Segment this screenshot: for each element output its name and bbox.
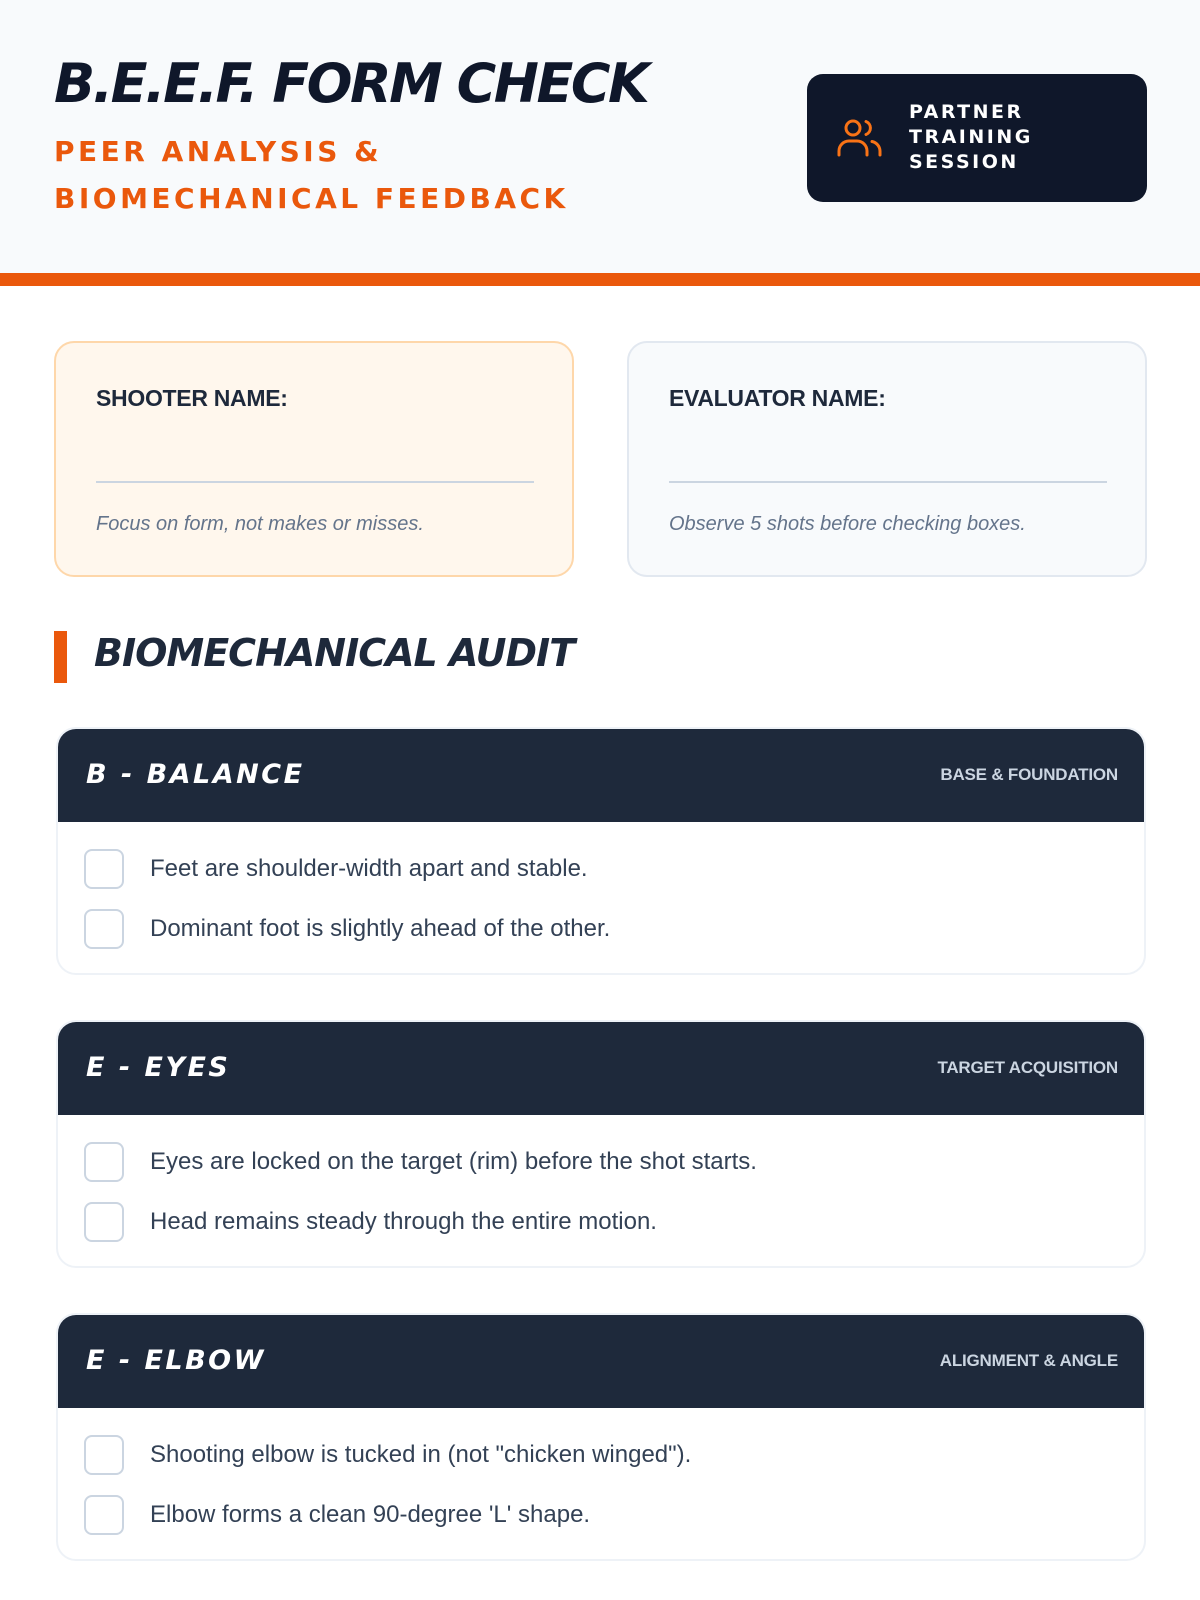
evaluator-name-label: EVALUATOR NAME:: [669, 385, 886, 411]
checkbox[interactable]: [84, 909, 124, 949]
page-title: B.E.E.F. FORM CHECK: [54, 52, 648, 115]
page-subtitle: PEER ANALYSIS & BIOMECHANICAL FEEDBACK: [54, 135, 569, 215]
header: [0, 0, 1200, 273]
elbow-panel: [56, 1313, 1146, 1561]
users-icon: [835, 114, 885, 164]
panel-tag: BASE & FOUNDATION: [940, 765, 1118, 784]
panel-tag: ALIGNMENT & ANGLE: [939, 1351, 1118, 1370]
checklist-item-text: Shooting elbow is tucked in (not "chicken winged").: [150, 1441, 692, 1468]
checklist-item[interactable]: [84, 1433, 1114, 1477]
checklist-item[interactable]: [84, 847, 1114, 891]
panel-header: [58, 729, 1144, 822]
evaluator-card: [627, 341, 1147, 577]
panel-title: E - EYES: [86, 1052, 231, 1083]
panel-title: B - BALANCE: [86, 759, 305, 790]
checkbox[interactable]: [84, 1202, 124, 1242]
checklist-item[interactable]: [84, 1200, 1114, 1244]
checkbox[interactable]: [84, 1142, 124, 1182]
panel-header: [58, 1022, 1144, 1115]
checkbox[interactable]: [84, 1495, 124, 1535]
checklist-item-text: Dominant foot is slightly ahead of the other.: [150, 915, 611, 942]
panel-tag: TARGET ACQUISITION: [937, 1058, 1118, 1077]
balance-panel: [56, 727, 1146, 975]
panel-header: [58, 1315, 1144, 1408]
evaluator-note: Observe 5 shots before checking boxes.: [669, 513, 1026, 535]
checklist-item-text: Eyes are locked on the target (rim) before the shot starts.: [150, 1148, 757, 1175]
checklist-item[interactable]: [84, 907, 1114, 951]
checklist-item[interactable]: [84, 1140, 1114, 1184]
session-badge: [807, 74, 1147, 202]
shooter-note: Focus on form, not makes or misses.: [96, 513, 424, 535]
badge-label: PARTNER TRAINING SESSION: [909, 101, 1033, 173]
header-divider: [0, 273, 1200, 286]
shooter-name-field[interactable]: [96, 481, 534, 483]
panel-title: E - ELBOW: [86, 1345, 266, 1376]
evaluator-name-field[interactable]: [669, 481, 1107, 483]
checklist-item-text: Elbow forms a clean 90-degree 'L' shape.: [150, 1501, 591, 1528]
checklist-item[interactable]: [84, 1493, 1114, 1537]
checklist-item-text: Feet are shoulder-width apart and stable.: [150, 855, 588, 882]
eyes-panel: [56, 1020, 1146, 1268]
section-accent-bar: [54, 631, 67, 683]
checklist-item-text: Head remains steady through the entire motion.: [150, 1208, 657, 1235]
shooter-card: [54, 341, 574, 577]
checkbox[interactable]: [84, 1435, 124, 1475]
section-title: BIOMECHANICAL AUDIT: [94, 631, 575, 675]
shooter-name-label: SHOOTER NAME:: [96, 385, 288, 411]
checkbox[interactable]: [84, 849, 124, 889]
